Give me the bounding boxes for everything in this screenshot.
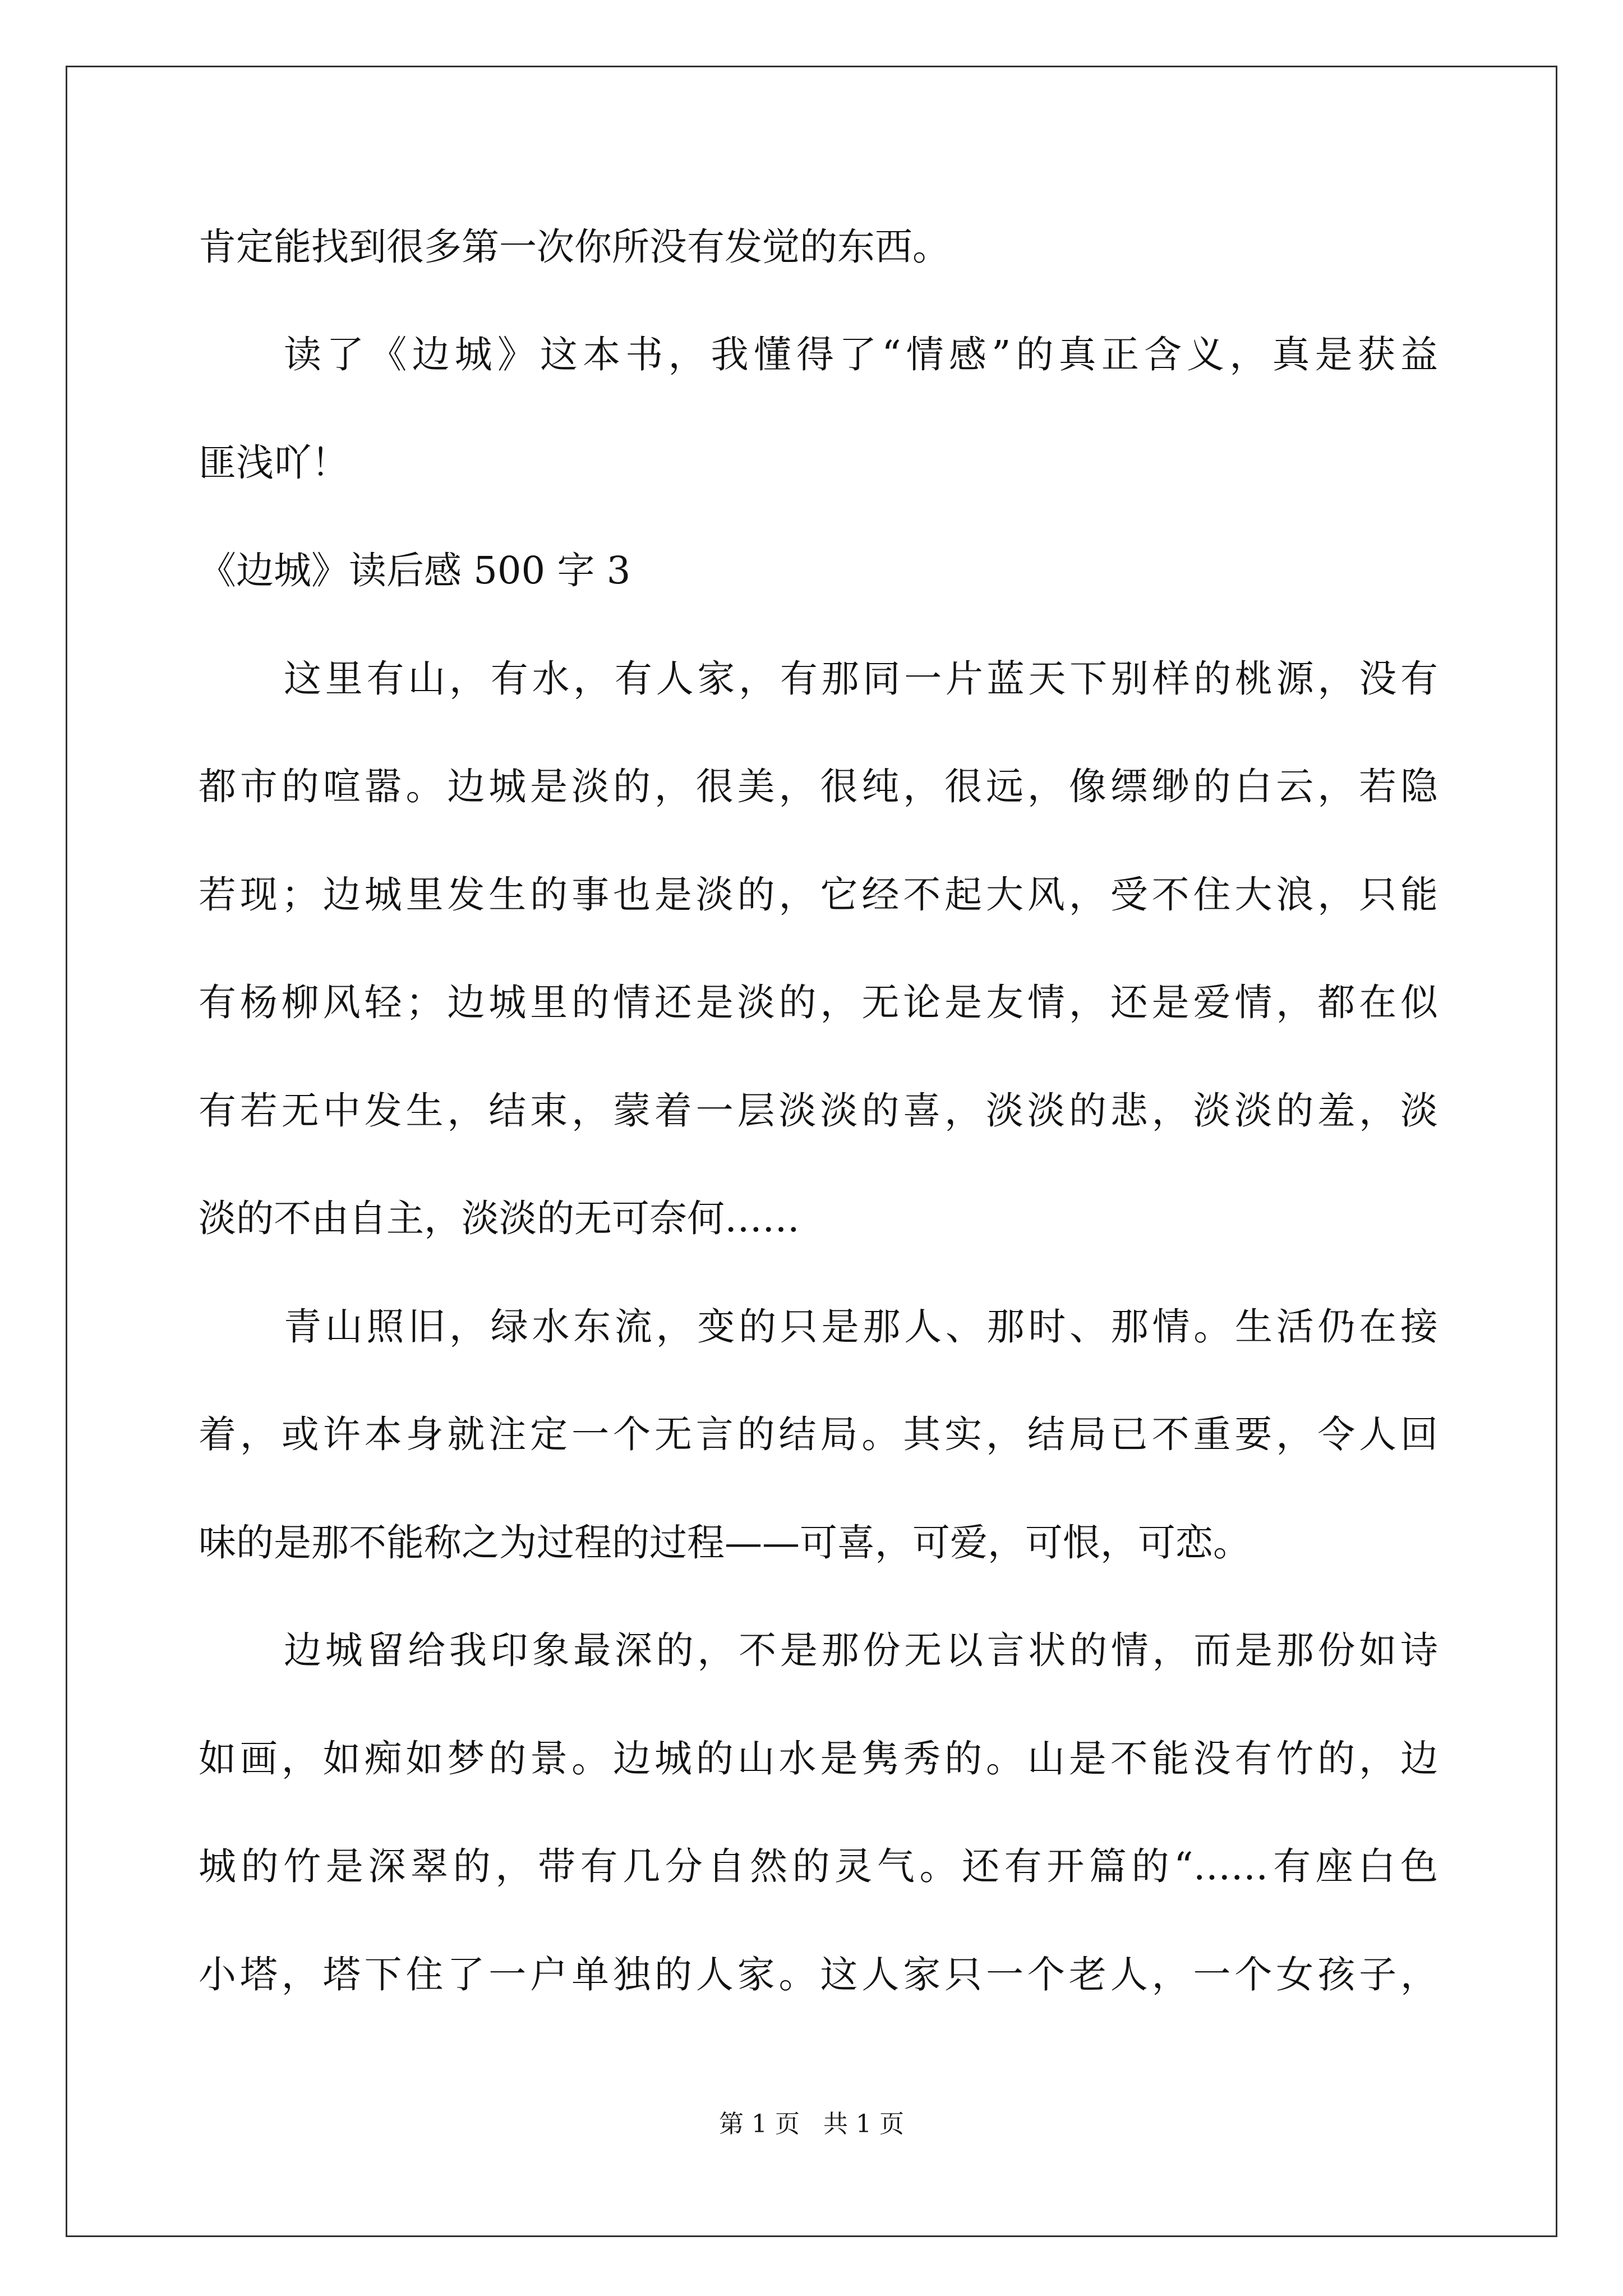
paragraph-line: 这里有山，有水，有人家，有那同一片蓝天下别样的桃源，没有: [284, 657, 1438, 701]
paragraph-line: 有若无中发生，结束，蒙着一层淡淡的喜，淡淡的悲，淡淡的羞，淡: [199, 1089, 1438, 1133]
paragraph-line: 读了《边城》这本书，我懂得了“情感”的真正含义，真是获益: [284, 333, 1438, 376]
paragraph-line: 青山照旧，绿水东流，变的只是那人、那时、那情。生活仍在接: [284, 1305, 1438, 1349]
page-number-footer: 第 1 页 共 1 页: [719, 2110, 904, 2138]
paragraph-line: 都市的喧嚣。边城是淡的，很美，很纯，很远，像缥缈的白云，若隐: [199, 765, 1438, 808]
paragraph-line: 有杨柳风轻；边城里的情还是淡的，无论是友情，还是爱情，都在似: [199, 981, 1438, 1024]
paragraph-line: 味的是那不能称之为过程的过程——可喜，可爱，可恨，可恋。: [199, 1521, 1251, 1565]
paragraph-line: 小塔，塔下住了一户单独的人家。这人家只一个老人，一个女孩子，: [199, 1953, 1438, 1996]
paragraph-line: 边城留给我印象最深的，不是那份无以言状的情，而是那份如诗: [284, 1628, 1438, 1672]
page-border: [66, 66, 1557, 2237]
paragraph-line: 着，或许本身就注定一个无言的结局。其实，结局已不重要，令人回: [199, 1412, 1438, 1456]
paragraph-line: 城的竹是深翠的，带有几分自然的灵气。还有开篇的“……有座白色: [199, 1844, 1438, 1888]
paragraph-line: 若现；边城里发生的事也是淡的，它经不起大风，受不住大浪，只能: [199, 873, 1438, 917]
paragraph-line: 肯定能找到很多第一次你所没有发觉的东西。: [199, 225, 950, 269]
paragraph-line: 淡的不由自主，淡淡的无可奈何……: [199, 1197, 800, 1240]
section-heading: 《边城》读后感 500 字 3: [199, 549, 631, 592]
paragraph-line: 如画，如痴如梦的景。边城的山水是隽秀的。山是不能没有竹的，边: [199, 1737, 1438, 1780]
paragraph-line: 匪浅吖！: [199, 441, 349, 485]
